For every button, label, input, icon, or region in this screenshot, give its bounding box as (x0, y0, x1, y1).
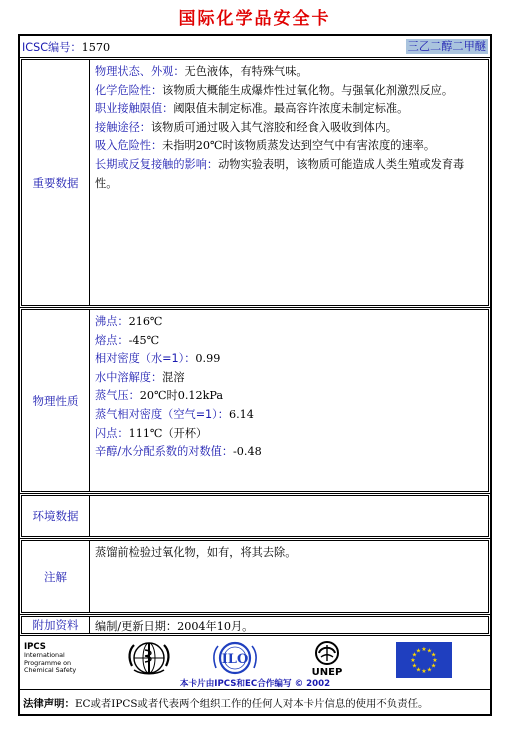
field-flash-point: 闪点：111℃（开杯） (95, 426, 208, 440)
eu-star-icon: ★ (426, 647, 433, 655)
logo-caption: 本卡片由IPCS和EC合作编写 © 2002 (179, 679, 331, 689)
field-melting-point: 熔点：-45℃ (95, 333, 160, 347)
section-content: 蒸馏前检验过氧化物，如有，将其去除。 (95, 546, 297, 559)
chemical-name[interactable]: 三乙二醇二甲醚 (407, 40, 486, 53)
eu-star-icon: ★ (430, 662, 437, 670)
field-long-term-effects: 长期或反复接触的影响：动物实验表明，该物质可能造成人类生殖或发育毒性。 (95, 157, 465, 190)
field-relative-density: 相对密度（水=1）：0.99 (95, 352, 221, 366)
ilo-logo-icon (210, 640, 260, 676)
section-label: 物理性质 (22, 310, 90, 491)
logos-row (20, 636, 490, 690)
icsc-number (22, 39, 110, 55)
eu-star-icon: ★ (430, 651, 437, 659)
field-exposure-routes: 接触途径：该物质可通过吸入其气溶胶和经食入吸收到体内。 (95, 120, 398, 134)
section-notes (20, 539, 490, 615)
field-vapour-pressure: 蒸气压：20℃时0.12kPa (95, 389, 224, 403)
section-label: 附加资料 (22, 617, 90, 633)
eu-flag-icon (396, 642, 452, 678)
field-chemical-hazard: 化学危险性：该物质大概能生成爆炸性过氧化物。与强氧化剂激烈反应。 (95, 83, 454, 97)
who-logo-icon (124, 640, 174, 676)
section-label: 注解 (22, 541, 90, 612)
section-label: 环境数据 (22, 496, 90, 536)
section-content (91, 310, 488, 491)
eu-star-icon: ★ (415, 666, 422, 674)
field-appearance: 物理状态、外观：无色液体，有特殊气味。 (95, 65, 308, 78)
section-additional-info (20, 615, 490, 636)
svg-text:ILO: ILO (221, 652, 249, 667)
icsc-label: ICSC编号： (22, 41, 82, 54)
legal-notice (23, 695, 428, 710)
section-content (91, 60, 488, 305)
eu-star-icon: ★ (411, 662, 418, 670)
legal-label: 法律声明： (23, 698, 75, 710)
section-environment (20, 494, 490, 539)
page-title: 国际化学品安全卡 (178, 9, 331, 29)
safety-card (18, 34, 492, 716)
legal-text: EC或者IPCS或者代表两个组织工作的任何人对本卡片信息的使用不负责任。 (74, 698, 429, 710)
unep-logo-icon (303, 640, 351, 676)
icsc-value: 1570 (81, 41, 111, 54)
field-exposure-limits: 职业接触限值：阈限值未制定标准。最高容许浓度未制定标准。 (95, 102, 409, 116)
section-label: 重要数据 (22, 60, 90, 305)
eu-star-icon: ★ (421, 646, 427, 654)
header-row (20, 36, 490, 58)
section-content: 编制/更新日期：2004年10月。 (95, 620, 254, 633)
field-water-solubility: 水中溶解度：混溶 (95, 370, 185, 384)
section-physical-properties (20, 308, 490, 494)
ipcs-logo-text: IPCS International Programme on Chemical Safety (24, 642, 77, 675)
eu-star-icon: ★ (432, 657, 438, 665)
eu-star-icon: ★ (410, 657, 416, 665)
section-important-data (20, 58, 490, 308)
eu-star-icon: ★ (421, 668, 427, 676)
field-boiling-point: 沸点：216℃ (95, 315, 163, 328)
field-log-kow: 辛醇/水分配系数的对数值：-0.48 (95, 445, 262, 459)
eu-star-icon: ★ (415, 647, 422, 655)
section-content (91, 496, 488, 536)
field-vapour-density: 蒸气相对密度（空气=1）：6.14 (95, 407, 254, 421)
eu-star-icon: ★ (426, 666, 433, 674)
legal-notice-row (20, 690, 490, 714)
field-inhalation-hazard: 吸入危险性：未指明20℃时该物质蒸发达到空气中有害浓度的速率。 (95, 139, 436, 153)
eu-star-icon: ★ (411, 651, 418, 659)
unep-logo-text: UNEP (311, 667, 343, 676)
